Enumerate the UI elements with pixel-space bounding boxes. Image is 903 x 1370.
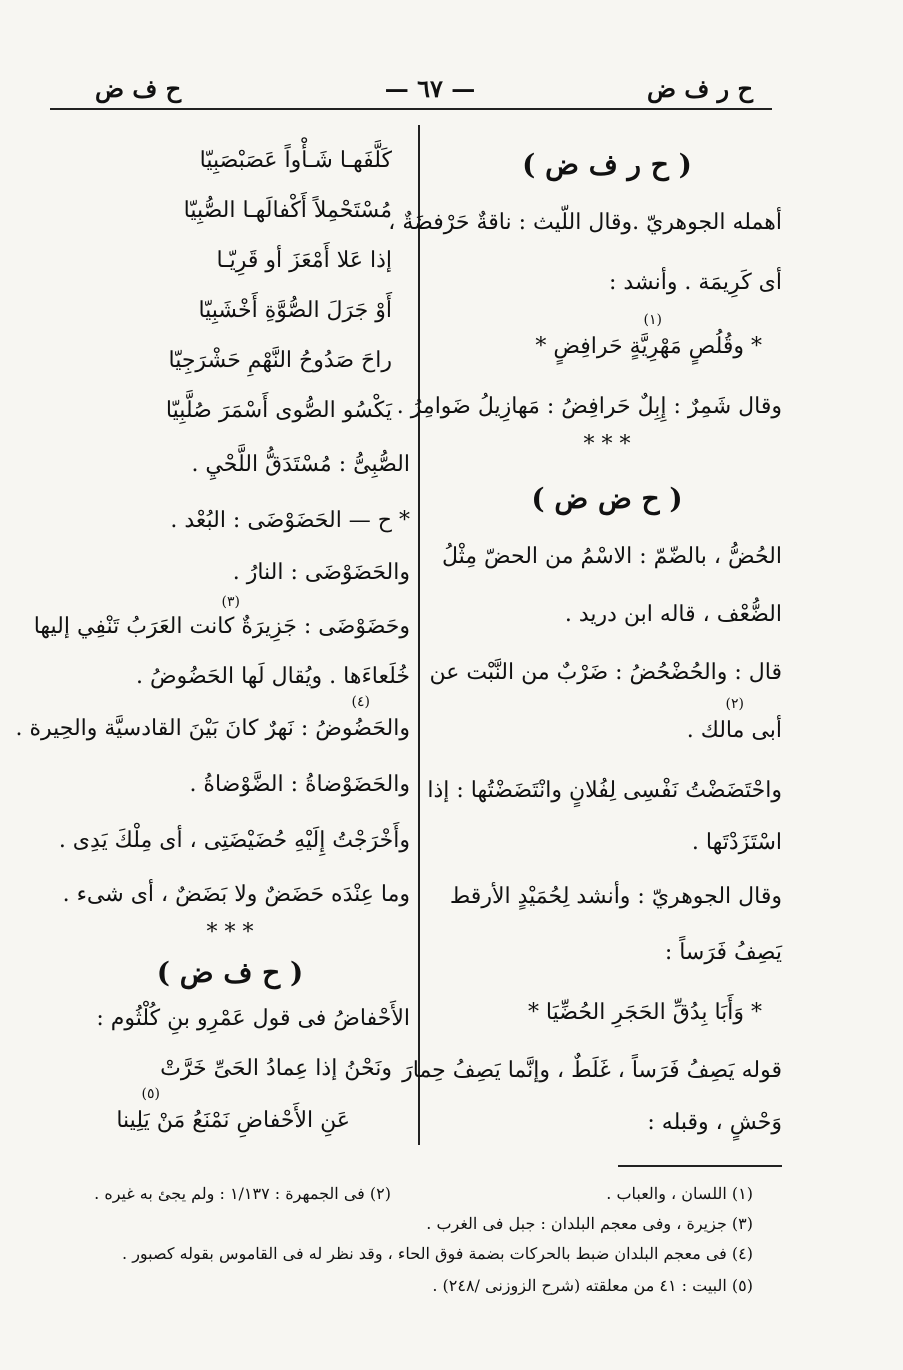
text-line: أبى مالك . [686, 718, 782, 743]
text-line: وما عِنْدَه حَضَضٌ ولا بَضَضٌ ، أى شىء . [62, 882, 410, 907]
section-title-hfd: ( ح ف ض ) [156, 956, 304, 989]
text-line: يَصِفُ فَرَساً : [664, 940, 782, 965]
text-line: الضُّعْف ، قاله ابن دريد . [564, 602, 782, 627]
text-line: وقال شَمِرٌ : إِبِلٌ حَرافِضُ : مَهازِيلُ ضَوامِرُ . [396, 394, 782, 419]
verse-line: أَوْ جَرَلَ الصُّوَّةِ أَخْشَبِيّا [198, 298, 392, 323]
text-line: أهمله الجوهريّ .وقال اللّيث : ناقةٌ حَرْفضَةٌ ، [388, 210, 782, 235]
footnote-4: (٤) فى معجم البلدان ضبط بالحركات بضمة فوق الحاء ، وقد نظر له فى القاموس بقوله كصبور . [122, 1244, 753, 1263]
verse-line: إذا عَلا أَمْعَزَ أو قَرِيّـا [216, 248, 392, 273]
footnote-rule [618, 1165, 782, 1167]
footnote-2: (٢) فى الجمهرة : ١/١٣٧ : ولم يجئ به غيره . [94, 1184, 391, 1203]
text-line: الصُّبِىُّ : مُسْتَدَقُّ اللَّحْيِ . [191, 452, 410, 477]
footnote-marker: (٣) [221, 594, 240, 610]
text-line: اسْتَزَدْتَها . [691, 830, 782, 855]
separator-stars: * * * [583, 432, 631, 457]
footnote-5: (٥) البيت : ٤١ من معلقته (شرح الزوزنى /٢٤٨) . [432, 1276, 753, 1295]
column-divider [418, 125, 420, 1145]
text-line: قال : والحُضْحُضُ : ضَرْبٌ من النَّبْت عن [429, 660, 782, 685]
verse-line: كَلَّفَهـا شَـأْواً عَصَبْصَبِيّا [199, 148, 392, 173]
text-line: * ح — الحَضَوْضَى : البُعْد . [170, 508, 410, 533]
verse-line: يَكْسُو الصُّوى أَسْمَرَ صُلَّبِيّا [165, 398, 392, 423]
verse-line: ونَحْنُ إذا عِمادُ الحَىِّ خَرَّتْ [160, 1056, 392, 1081]
verse-line: عَنِ الأَحْفاضِ نَمْنَعُ مَنْ يَلِينا [116, 1108, 350, 1133]
text-line: والحَضُوضُ : نَهرٌ كانَ بَيْنَ القادسيَّة والحِيرة . [15, 716, 410, 741]
header-rule [50, 108, 772, 110]
footnote-marker: (١) [643, 312, 662, 328]
footnote-marker: (٢) [725, 696, 744, 712]
text-line: واحْتَضَضْتُ نَفْسِى لِفُلانٍ وانْتَضَضْتُها : إذا [427, 778, 782, 803]
running-head-left: ح ف ض [95, 74, 182, 103]
page-number: — ٦٧ — [384, 74, 476, 103]
footnote-3: (٣) جزيرة ، وفى معجم البلدان : جبل فى الغرب . [426, 1214, 753, 1233]
verse-line: * وَأَبَا بِدُقِّ الحَجَرِ الحُضِّيَا * [527, 1000, 762, 1025]
verse-line: * وقُلُصٍ مَهْرِيَّةٍ حَرافِضٍ * [535, 334, 762, 359]
text-line: وأَخْرَجْتُ إِلَيْهِ حُضَيْضَتِى ، أى مِلْكَ يَدِى . [58, 828, 410, 853]
text-line: الأَحْفاضُ فى قول عَمْرِو بنِ كُلْثُوم : [96, 1006, 410, 1031]
text-line: وقال الجوهريّ : وأنشد لِحُمَيْدٍ الأرقط [449, 884, 782, 909]
footnote-marker: (٥) [141, 1086, 160, 1102]
text-line: وحَضَوْضَى : جَزِيرَةٌ كانت العَرَبُ تَنْفِي إليها [33, 614, 410, 639]
text-line: خُلَعاءَها . ويُقال لَها الحَضُوضُ . [136, 664, 410, 689]
text-line: الحُضُّ ، بالضّمّ : الاسْمُ من الحضّ مِثْلُ [441, 544, 782, 569]
text-line: أى كَرِيمَة . وأنشد : [609, 270, 782, 295]
section-title-hdd: ( ح ض ض ) [531, 482, 683, 515]
running-head-right: ح ر ف ض [646, 74, 753, 103]
text-line: والحَضَوْضَى : النارُ . [232, 560, 410, 585]
verse-line: مُسْتَحْمِلاً أَكْفالَهـا الصُّبِيّا [183, 198, 392, 223]
text-line: وَحْشٍ ، وقبله : [647, 1110, 782, 1135]
footnote-1: (١) اللسان ، والعباب . [606, 1184, 753, 1203]
page-header [0, 60, 903, 104]
footnote-marker: (٤) [351, 694, 370, 710]
text-line: قوله يَصِفُ فَرَساً ، غَلَطٌ ، وإنَّما يَصِفُ حِمارَ [402, 1058, 782, 1083]
text-line: والحَضَوْضاةُ : الضَّوْضاةُ . [189, 772, 410, 797]
separator-stars: * * * [206, 920, 254, 945]
verse-line: راحَ صَدُوحُ النَّهْمِ حَشْرَجِيّا [168, 348, 392, 373]
section-title-hrfd: ( ح ر ف ض ) [522, 148, 692, 181]
